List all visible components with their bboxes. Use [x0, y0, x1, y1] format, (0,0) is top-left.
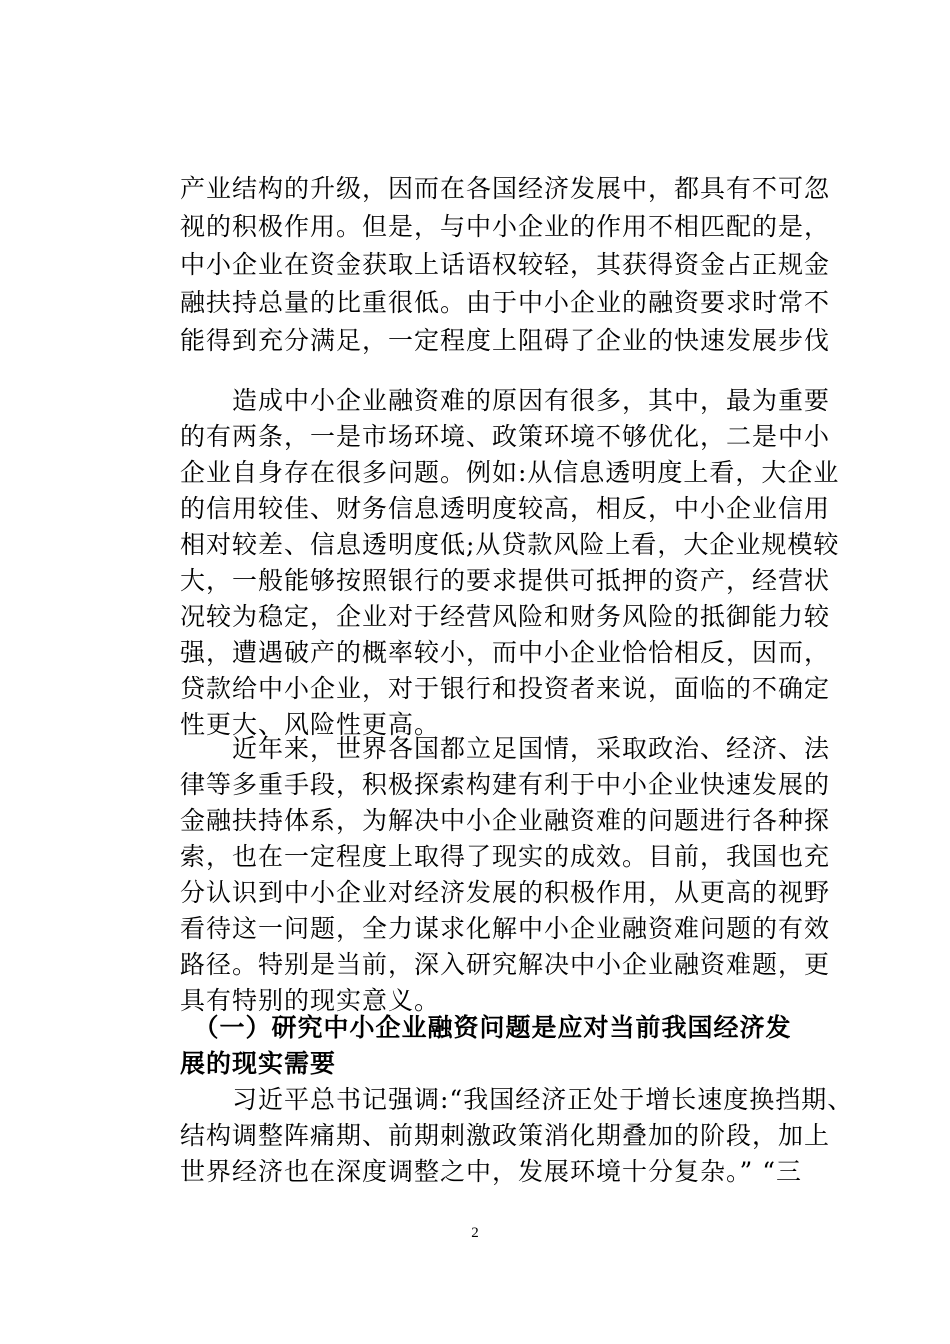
text-line: 近年来，世界各国都立足国情，采取政治、经济、法 — [180, 734, 831, 763]
text-line: 索，也在一定程度上取得了现实的成效。目前，我国也充 — [180, 842, 831, 871]
text-line: 产业结构的升级，因而在各国经济发展中，都具有不可忽 — [180, 174, 831, 203]
text-line: 视的积极作用。但是，与中小企业的作用不相匹配的是， — [180, 212, 831, 241]
text-line: 中小企业在资金获取上话语权较轻，其获得资金占正规金 — [180, 250, 831, 279]
text-line: 况较为稳定，企业对于经营风险和财务风险的抵御能力较 — [180, 602, 831, 631]
text-line: 金融扶持体系，为解决中小企业融资难的问题进行各种探 — [180, 806, 831, 835]
text-line: 能得到充分满足，一定程度上阻碍了企业的快速发展步伐 — [180, 326, 831, 355]
heading-line: 展的现实需要 — [180, 1049, 337, 1078]
text-line: 律等多重手段，积极探索构建有利于中小企业快速发展的 — [180, 770, 831, 799]
text-line: 融扶持总量的比重很低。由于中小企业的融资要求时常不 — [180, 288, 831, 317]
text-line: 贷款给中小企业，对于银行和投资者来说，面临的不确定 — [180, 674, 831, 703]
text-line: 强，遭遇破产的概率较小，而中小企业恰恰相反，因而， — [180, 638, 831, 667]
text-line: 相对较差、信息透明度低;从贷款风险上看，大企业规模较 — [180, 530, 840, 559]
page-number: 2 — [471, 1225, 479, 1241]
text-line: 看待这一问题，全力谋求化解中小企业融资难问题的有效 — [180, 914, 831, 943]
text-line: 习近平总书记强调:“我国经济正处于增长速度换挡期、 — [180, 1085, 854, 1114]
text-line: 造成中小企业融资难的原因有很多，其中，最为重要 — [180, 386, 831, 415]
text-line: 大，一般能够按照银行的要求提供可抵押的资产，经营状 — [180, 566, 831, 595]
text-line: 世界经济也在深度调整之中，发展环境十分复杂。” “三 — [180, 1157, 803, 1186]
text-line: 具有特别的现实意义。 — [180, 986, 441, 1015]
text-line: 路径。特别是当前，深入研究解决中小企业融资难题，更 — [180, 950, 831, 979]
text-line: 的有两条，一是市场环境、政策环境不够优化，二是中小 — [180, 422, 831, 451]
text-line: 分认识到中小企业对经济发展的积极作用，从更高的视野 — [180, 878, 831, 907]
text-line: 企业自身存在很多问题。例如:从信息透明度上看，大企业 — [180, 458, 840, 487]
text-line: 的信用较佳、财务信息透明度较高，相反，中小企业信用 — [180, 494, 831, 523]
heading-line: （一）研究中小企业融资问题是应对当前我国经济发 — [180, 1013, 792, 1042]
text-line: 性更大、风险性更高。 — [180, 710, 441, 739]
text-line: 结构调整阵痛期、前期刺激政策消化期叠加的阶段，加上 — [180, 1121, 831, 1150]
